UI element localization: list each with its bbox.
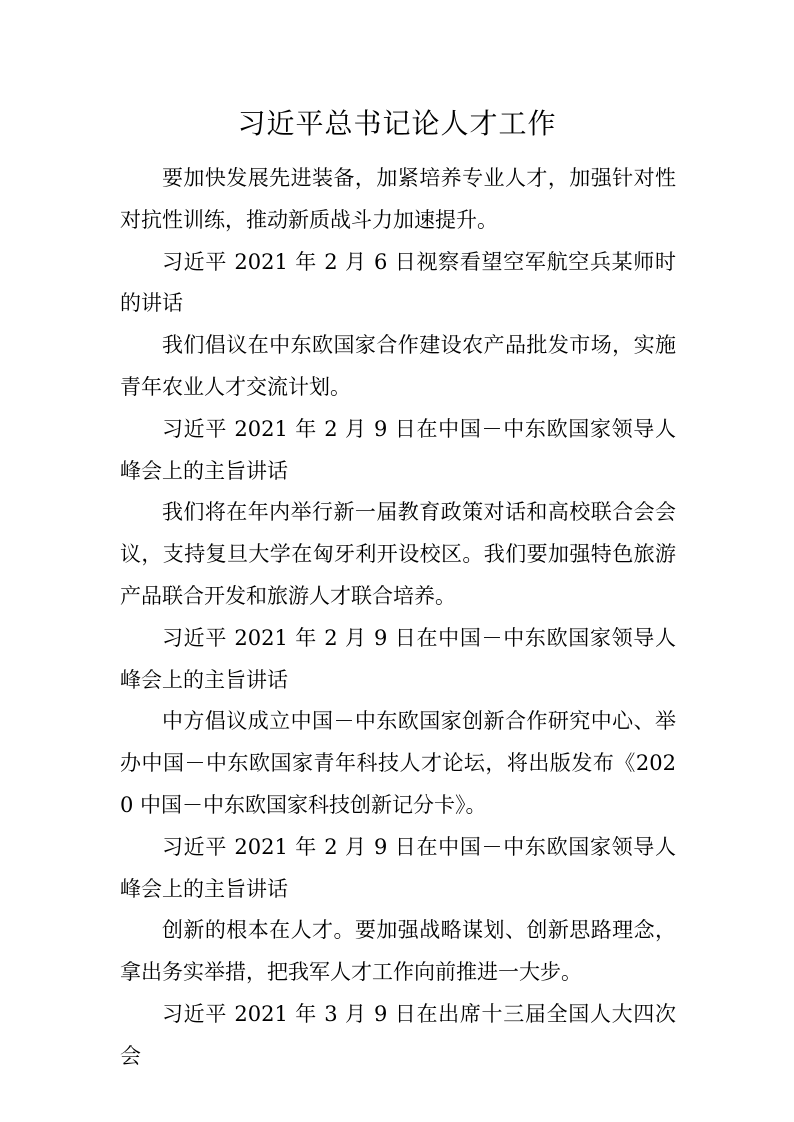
source-paragraph: 习近平 2021 年 2 月 6 日视察看望空军航空兵某师时的讲话 [120,249,676,316]
quote-paragraph: 创新的根本在人才。要加强战略谋划、创新思路理念，拿出务实举措，把我军人才工作向前推进一大步。 [120,918,676,985]
document-body [120,158,676,1078]
quote-paragraph: 我们将在年内举行新一届教育政策对话和高校联合会会议，支持复旦大学在匈牙利开设校区。我们要加强特色旅游产品联合开发和旅游人才联合培养。 [120,500,676,608]
quote-paragraph: 要加快发展先进装备，加紧培养专业人才，加强针对性对抗性训练，推动新质战斗力加速提升。 [120,166,676,232]
document-title: 习近平总书记论人才工作 [237,107,557,140]
quote-paragraph: 我们倡议在中东欧国家合作建设农产品批发市场，实施青年农业人才交流计划。 [120,333,676,399]
source-paragraph: 习近平 2021 年 2 月 9 日在中国－中东欧国家领导人峰会上的主旨讲话 [120,416,676,483]
source-paragraph: 习近平 2021 年 2 月 9 日在中国－中东欧国家领导人峰会上的主旨讲话 [120,834,676,901]
source-paragraph: 习近平 2021 年 3 月 9 日在出席十三届全国人大四次会 [120,1001,676,1068]
source-paragraph: 习近平 2021 年 2 月 9 日在中国－中东欧国家领导人峰会上的主旨讲话 [120,625,676,692]
quote-paragraph: 中方倡议成立中国－中东欧国家创新合作研究中心、举办中国－中东欧国家青年科技人才论坛，将出版发布《2020 中国－中东欧国家科技创新记分卡》。 [120,709,676,817]
